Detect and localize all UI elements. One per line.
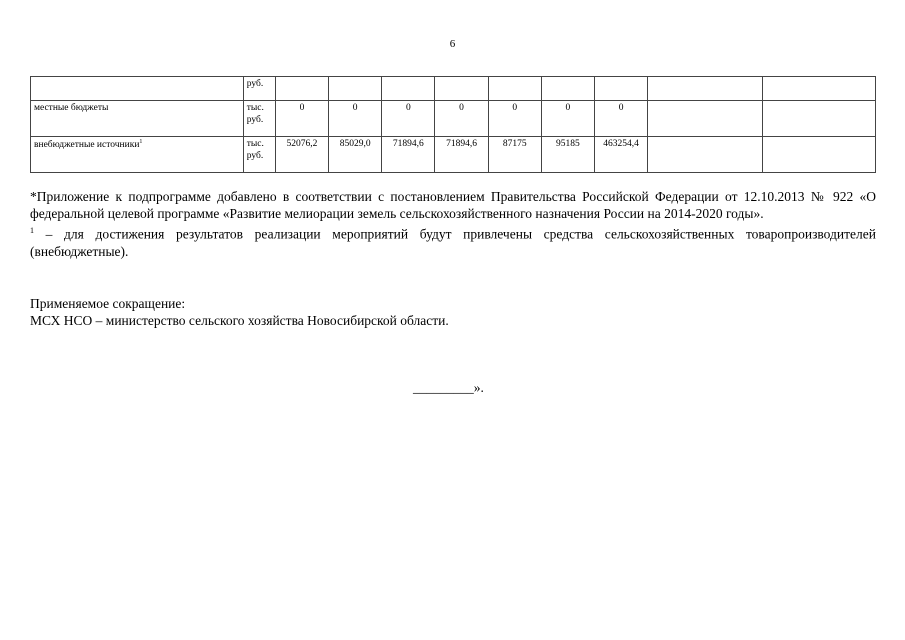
row-label [31,77,244,101]
value-cell [762,77,875,101]
footnote-text: – для достижения результатов реализации мероприятий будут привлечены средства сельскохозяйственных товаропроизводителей (внебюджетные). [30,226,876,259]
value-cell [648,137,762,173]
value-cell: 87175 [488,137,541,173]
row-label-text: внебюджетные источники [34,140,140,151]
footnote-ref: 1 [139,139,143,145]
value-cell: 0 [435,101,488,137]
table-row [31,77,876,101]
value-cell: 0 [382,101,435,137]
value-cell: 463254,4 [594,137,647,173]
value-cell [488,77,541,101]
value-cell [648,101,762,137]
financing-table [30,76,876,173]
unit-cell: тыс. руб. [243,101,275,137]
table-row [31,101,876,137]
unit-cell: руб. [243,77,275,101]
closing-mark: _________». [413,380,484,395]
notes-section [30,188,876,260]
row-label [31,137,244,173]
abbreviations-title: Применяемое сокращение: [30,296,186,311]
value-cell: 0 [329,101,382,137]
value-cell [594,77,647,101]
footnote [30,222,876,260]
value-cell: 71894,6 [435,137,488,173]
value-cell: 85029,0 [329,137,382,173]
value-cell: 95185 [541,137,594,173]
value-cell [382,77,435,101]
table-row [31,137,876,173]
abbreviations-section [30,295,449,329]
value-cell [648,77,762,101]
value-cell [762,137,875,173]
value-cell [275,77,328,101]
value-cell [541,77,594,101]
page-number: 6 [449,38,456,50]
note-main: *Приложение к подпрограмме добавлено в соответствии с постановлением Правительства Российской Федерации от 12.10.2013 № 922 «О федеральной целевой программе «Развитие мелиорации земель сельскохозяйственного назначения России на 2014-2020 годы». [30,189,876,221]
footnote-mark: 1 [30,226,34,235]
value-cell: 0 [275,101,328,137]
value-cell: 0 [594,101,647,137]
value-cell: 71894,6 [382,137,435,173]
value-cell [762,101,875,137]
abbreviation-item: МСХ НСО – министерство сельского хозяйства Новосибирской области. [30,313,449,328]
unit-cell: тыс. руб. [243,137,275,173]
value-cell: 0 [488,101,541,137]
value-cell [329,77,382,101]
value-cell: 52076,2 [275,137,328,173]
value-cell: 0 [541,101,594,137]
value-cell [435,77,488,101]
row-label: местные бюджеты [31,101,244,137]
